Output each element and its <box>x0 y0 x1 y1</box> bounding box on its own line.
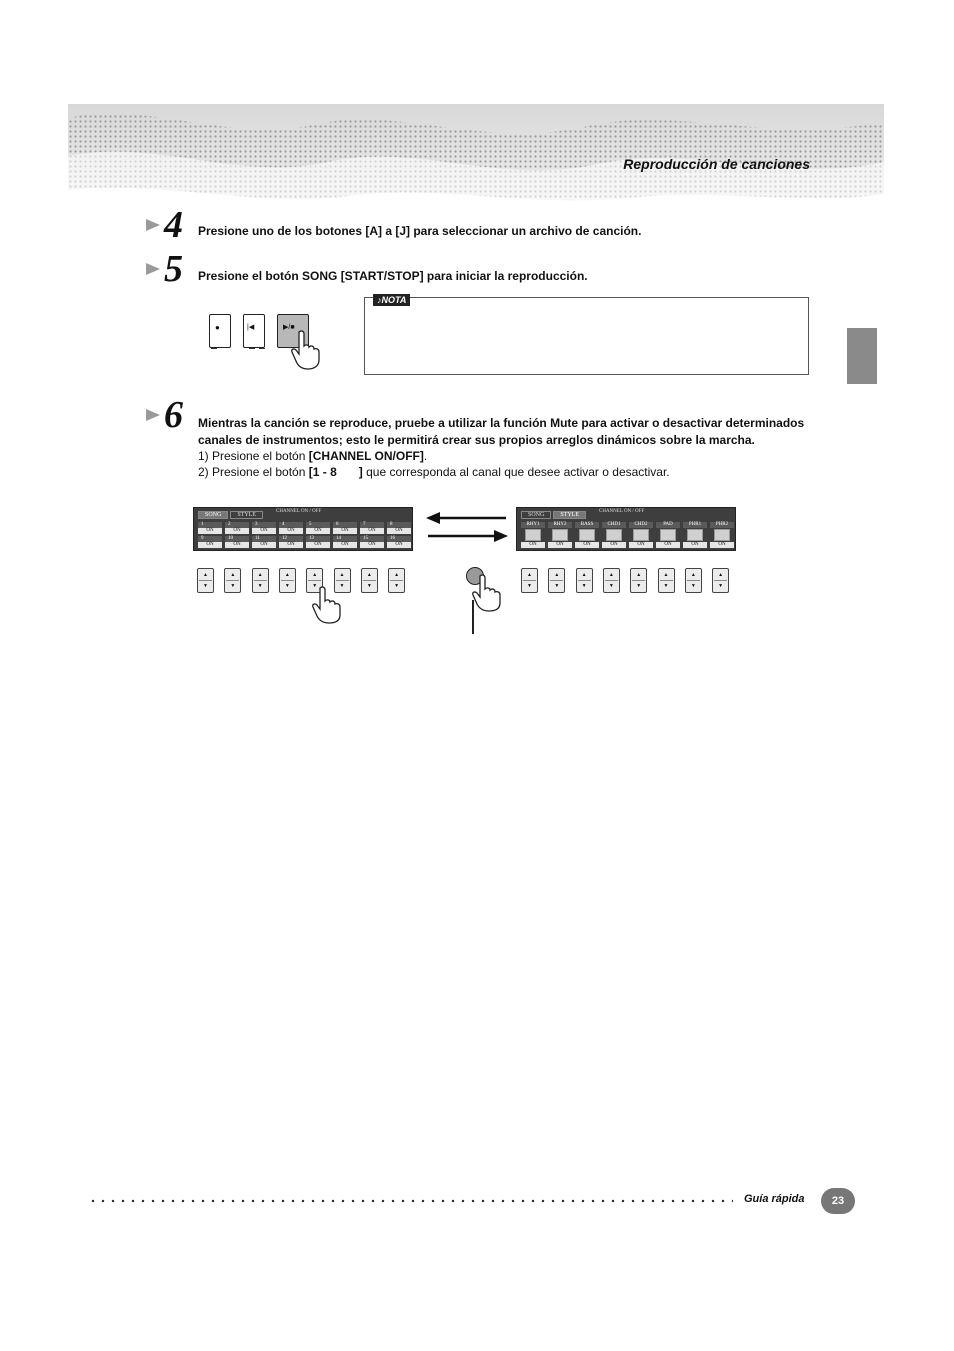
tab-style[interactable]: STYLE <box>553 511 586 519</box>
lcd-title: CHANNEL ON / OFF <box>599 509 645 514</box>
channel-cell <box>225 536 249 548</box>
channel-cell <box>387 536 411 548</box>
footer-label: Guía rápida <box>744 1193 805 1205</box>
channel-cell <box>198 536 222 548</box>
updown-button[interactable] <box>712 568 729 593</box>
song-channel-lcd <box>193 507 413 551</box>
up-arrow-icon: ▲ <box>339 572 345 578</box>
part-name: BASS <box>575 522 599 528</box>
channel-number: 2 <box>225 522 249 528</box>
hand-pointer-icon <box>472 574 502 617</box>
updown-button[interactable] <box>548 568 565 593</box>
channel-state: ON <box>387 528 411 534</box>
channel-cell <box>306 536 330 548</box>
instrument-icon <box>552 529 568 541</box>
down-arrow-icon: ▼ <box>203 583 208 589</box>
updown-button[interactable] <box>252 568 269 593</box>
up-arrow-icon: ▲ <box>718 572 724 578</box>
down-arrow-icon: ▼ <box>284 583 290 589</box>
side-tab-marker <box>847 328 877 384</box>
sub2-prefix: 2) Presione el botón <box>198 465 309 479</box>
instrument-icon <box>606 529 622 541</box>
channel-cell <box>333 536 357 548</box>
down-arrow-icon: ▼ <box>690 583 696 589</box>
down-arrow-icon: ▼ <box>554 583 560 589</box>
part-state: ON <box>602 542 626 548</box>
hand-pointer-icon <box>291 330 321 375</box>
part-state: ON <box>710 542 734 548</box>
up-arrow-icon: ▲ <box>608 572 614 578</box>
switch-arrows <box>426 510 508 544</box>
updown-button[interactable] <box>685 568 702 593</box>
down-arrow-icon: ▼ <box>366 583 372 589</box>
channel-number: 9 <box>198 536 222 542</box>
instrument-icon <box>714 529 730 541</box>
down-arrow-icon: ▼ <box>608 583 614 589</box>
callout-line <box>472 600 474 634</box>
instrument-icon <box>633 529 649 541</box>
step-number-6: 6 <box>164 394 183 436</box>
channel-number: 6 <box>333 522 357 528</box>
updown-button[interactable] <box>521 568 538 593</box>
channel-state: ON <box>198 542 222 548</box>
channel-cell <box>198 522 222 534</box>
transport-buttons <box>205 310 325 370</box>
step-arrow-icon <box>146 263 160 275</box>
down-arrow-icon: ▼ <box>312 583 318 589</box>
channel-state: ON <box>252 542 276 548</box>
channel-number: 8 <box>387 522 411 528</box>
tab-style[interactable]: STYLE <box>230 511 263 519</box>
channel-number: 12 <box>279 536 303 542</box>
footer-dotted-rule <box>88 1199 733 1203</box>
channel-state: ON <box>360 528 384 534</box>
updown-button[interactable] <box>361 568 378 593</box>
style-part-cell <box>629 522 653 548</box>
down-arrow-icon: ▼ <box>581 583 587 589</box>
updown-button[interactable] <box>388 568 405 593</box>
record-icon: ● <box>215 323 220 332</box>
channel-cell <box>360 522 384 534</box>
style-part-cell <box>548 522 572 548</box>
updown-button[interactable] <box>576 568 593 593</box>
sub1-suffix: . <box>423 449 428 463</box>
down-arrow-icon: ▼ <box>257 583 263 589</box>
part-state: ON <box>629 542 653 548</box>
channel-state: ON <box>225 542 249 548</box>
tab-song[interactable]: SONG <box>198 511 228 519</box>
updown-button[interactable] <box>658 568 675 593</box>
sub2-bold-a: [1 - 8 <box>308 465 337 479</box>
channel-number: 3 <box>252 522 276 528</box>
channel-cell <box>387 522 411 534</box>
hand-pointer-icon <box>312 586 342 629</box>
up-arrow-icon: ▲ <box>257 572 263 578</box>
style-part-cell <box>656 522 680 548</box>
channel-cell <box>333 522 357 534</box>
channel-cell <box>252 536 276 548</box>
channel-state: ON <box>360 542 384 548</box>
up-arrow-icon: ▲ <box>203 572 208 578</box>
updown-button[interactable] <box>224 568 241 593</box>
lcd-tabs <box>521 511 588 519</box>
up-arrow-icon: ▲ <box>312 572 318 578</box>
lcd-tabs <box>198 511 265 519</box>
channel-number: 15 <box>360 536 384 542</box>
channel-cell <box>279 522 303 534</box>
channel-number: 4 <box>279 522 303 528</box>
updown-button[interactable] <box>603 568 620 593</box>
channel-cell <box>225 522 249 534</box>
down-arrow-icon: ▼ <box>718 583 724 589</box>
part-state: ON <box>656 542 680 548</box>
sub1-bold: [CHANNEL ON/OFF] <box>308 449 424 463</box>
updown-button[interactable] <box>630 568 647 593</box>
step-arrow-icon <box>146 219 160 231</box>
channel-state: ON <box>306 542 330 548</box>
up-arrow-icon: ▲ <box>690 572 696 578</box>
up-arrow-icon: ▲ <box>366 572 372 578</box>
down-arrow-icon: ▼ <box>339 583 345 589</box>
nota-box <box>364 297 809 375</box>
down-arrow-icon: ▼ <box>230 583 236 589</box>
instrument-icon <box>687 529 703 541</box>
up-arrow-icon: ▲ <box>581 572 587 578</box>
rec-button[interactable] <box>209 314 231 348</box>
section-title: Reproducción de canciones <box>623 156 810 172</box>
channel-number: 10 <box>225 536 249 542</box>
channel-number: 14 <box>333 536 357 542</box>
part-name: RHY2 <box>548 522 572 528</box>
button-underline-marks <box>209 348 269 350</box>
up-arrow-icon: ▲ <box>636 572 642 578</box>
part-name: PHR1 <box>683 522 707 528</box>
channel-number: 13 <box>306 536 330 542</box>
channel-number: 7 <box>360 522 384 528</box>
channel-cell <box>306 522 330 534</box>
lcd-title: CHANNEL ON / OFF <box>276 509 322 514</box>
style-part-cell <box>710 522 734 548</box>
part-name: PHR2 <box>710 522 734 528</box>
step-6-text-line2: canales de instrumentos; esto le permitirá crear sus propios arreglos dinámicos sobre la marcha. <box>198 433 755 447</box>
channel-state: ON <box>279 528 303 534</box>
down-arrow-icon: ▼ <box>636 583 642 589</box>
step-6-sub2 <box>198 464 670 481</box>
top-button[interactable] <box>243 314 265 348</box>
down-arrow-icon: ▼ <box>527 583 532 589</box>
updown-button[interactable] <box>197 568 214 593</box>
style-part-cell <box>575 522 599 548</box>
part-name: RHY1 <box>521 522 545 528</box>
step-5-text: Presione el botón SONG [START/STOP] para iniciar la reproducción. <box>198 269 588 283</box>
channel-state: ON <box>225 528 249 534</box>
part-state: ON <box>521 542 545 548</box>
skip-to-top-icon: |◀ <box>247 324 255 331</box>
instrument-icon <box>660 529 676 541</box>
step-6-sub1 <box>198 448 427 465</box>
style-channel-lcd <box>516 507 736 551</box>
channel-state: ON <box>252 528 276 534</box>
channel-number: 5 <box>306 522 330 528</box>
sub2-bold-b: ] <box>358 465 363 479</box>
up-arrow-icon: ▲ <box>527 572 532 578</box>
part-state: ON <box>683 542 707 548</box>
part-state: ON <box>548 542 572 548</box>
channel-cell <box>279 536 303 548</box>
nota-label: ♪NOTA <box>373 294 410 306</box>
step-arrow-icon <box>146 409 160 421</box>
style-part-cell <box>521 522 545 548</box>
updown-button[interactable] <box>279 568 296 593</box>
channel-state: ON <box>198 528 222 534</box>
channel-state: ON <box>333 542 357 548</box>
tab-song[interactable]: SONG <box>521 511 551 519</box>
part-state: ON <box>575 542 599 548</box>
channel-cell <box>252 522 276 534</box>
up-arrow-icon: ▲ <box>394 572 400 578</box>
channel-state: ON <box>306 528 330 534</box>
down-arrow-icon: ▼ <box>663 583 669 589</box>
step-number-5: 5 <box>164 248 183 290</box>
down-arrow-icon: ▼ <box>394 583 400 589</box>
style-part-cell <box>683 522 707 548</box>
up-arrow-icon: ▲ <box>284 572 290 578</box>
style-part-cell <box>602 522 626 548</box>
channel-state: ON <box>279 542 303 548</box>
instrument-icon <box>525 529 541 541</box>
step-number-4: 4 <box>164 204 183 246</box>
up-arrow-icon: ▲ <box>230 572 236 578</box>
play-stop-icon: ▶/■ <box>283 324 295 331</box>
channel-number: 1 <box>198 522 222 528</box>
step-4-text: Presione uno de los botones [A] a [J] para seleccionar un archivo de canción. <box>198 224 642 238</box>
channel-cell <box>360 536 384 548</box>
channel-number: 16 <box>387 536 411 542</box>
channel-number: 11 <box>252 536 276 542</box>
nota-label-text: NOTA <box>381 295 407 305</box>
sub2-suffix: que corresponda al canal que desee activar o desactivar. <box>362 465 670 479</box>
instrument-icon <box>579 529 595 541</box>
page-number: 23 <box>821 1188 855 1214</box>
up-arrow-icon: ▲ <box>554 572 560 578</box>
channel-state: ON <box>333 528 357 534</box>
part-name: CHD2 <box>629 522 653 528</box>
sub1-prefix: 1) Presione el botón <box>198 449 309 463</box>
part-name: CHD1 <box>602 522 626 528</box>
up-arrow-icon: ▲ <box>663 572 669 578</box>
part-name: PAD <box>656 522 680 528</box>
step-6-text-line1: Mientras la canción se reproduce, pruebe a utilizar la función Mute para activar o desactivar determinados <box>198 416 805 430</box>
channel-state: ON <box>387 542 411 548</box>
